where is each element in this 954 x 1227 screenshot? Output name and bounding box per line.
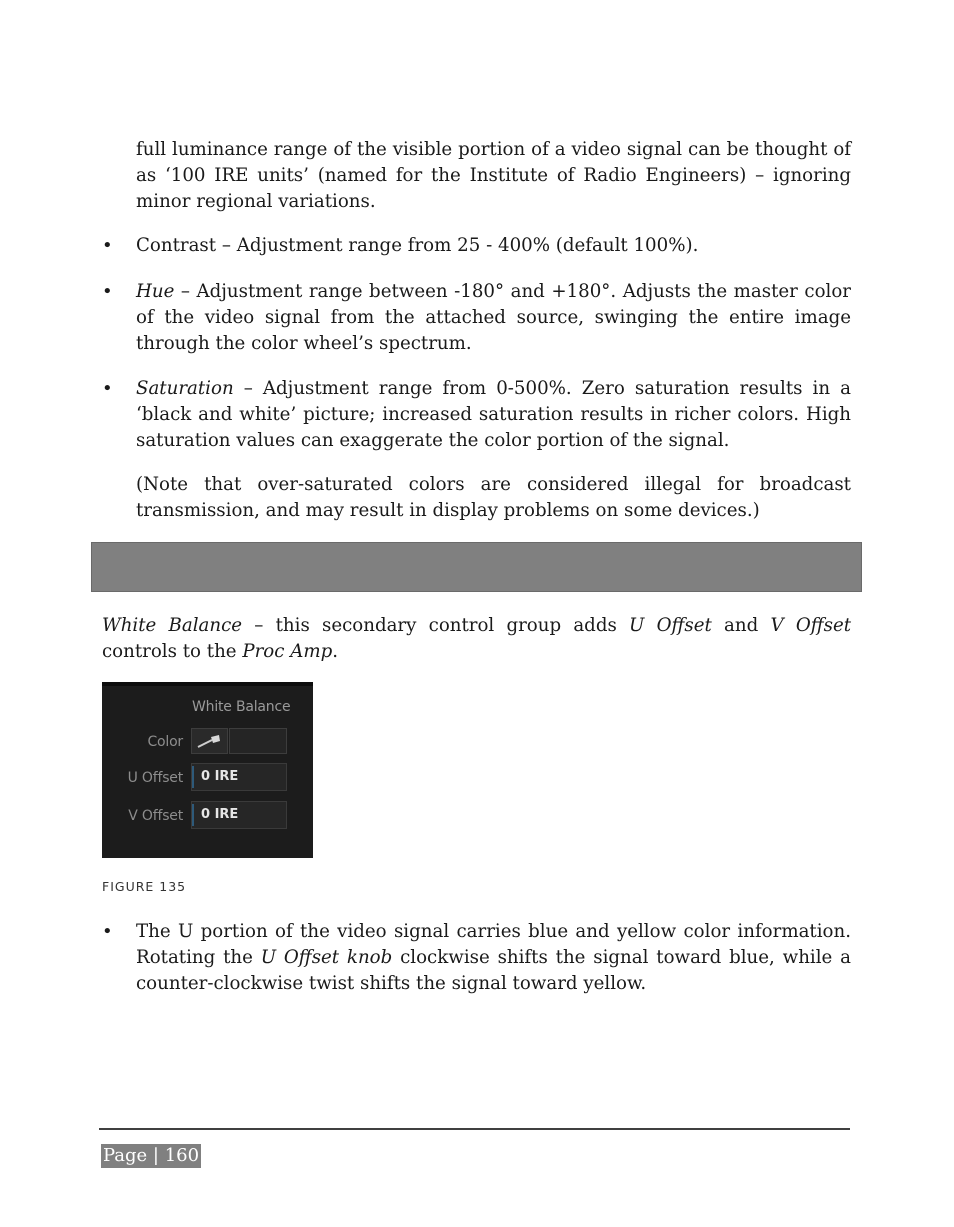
figure-caption: FIGURE 135: [102, 879, 187, 894]
saturation-term: Saturation: [136, 378, 234, 399]
u-offset-label: U Offset: [127, 770, 183, 786]
footer-rule: [99, 1128, 850, 1130]
eyedropper-icon: [192, 729, 229, 755]
wb-text: and: [711, 615, 771, 636]
saturation-text: – Adjustment range from 0-500%. Zero saturation results in a ‘black and white’ picture; increased saturation results in richer colors. High saturation values can exaggerate the color portion of the signal.: [136, 378, 851, 451]
v-offset-term: V Offset: [770, 615, 852, 636]
hue-term: Hue: [136, 281, 175, 302]
u-portion-text: The U portion of the video signal carries blue and yellow color information. Rotating the: [136, 921, 851, 968]
color-swatch[interactable]: [229, 728, 287, 754]
wb-text: controls to the: [102, 641, 243, 662]
saturation-paragraph: [136, 376, 851, 454]
wb-text: – this secondary control group adds: [242, 615, 630, 636]
v-offset-label: V Offset: [128, 808, 183, 824]
section-heading-band: [91, 542, 862, 592]
intro-paragraph: full luminance range of the visible portion of a video signal can be thought of as ‘100 IRE units’ (named for the Institute of Radio Engineers) – ignoring minor regional variations.: [136, 139, 851, 212]
proc-amp-term: Proc Amp: [242, 641, 333, 662]
eyedropper-button[interactable]: [191, 728, 228, 754]
bullet-marker: •: [102, 281, 113, 302]
wb-text: .: [332, 641, 339, 662]
contrast-paragraph: Contrast – Adjustment range from 25 - 400% (default 100%).: [136, 235, 699, 256]
page-number: Page | 160: [103, 1145, 200, 1166]
color-label: Color: [147, 734, 183, 750]
bullet-marker: •: [102, 378, 113, 399]
v-offset-field[interactable]: 0 IRE: [191, 801, 287, 829]
bullet-marker: •: [102, 921, 113, 942]
white-balance-term: White Balance: [102, 615, 243, 636]
u-offset-knob-term: U Offset knob: [260, 947, 393, 968]
hue-text: – Adjustment range between -180° and +180°. Adjusts the master color of the video signal from the attached source, swinging the entire image through the color wheel’s spectrum.: [136, 281, 851, 354]
note-paragraph: (Note that over-saturated colors are considered illegal for broadcast transmission, and may result in display problems on some devices.): [136, 474, 851, 521]
bullet-marker: •: [102, 235, 113, 256]
white-balance-paragraph: [102, 613, 851, 665]
panel-title: White Balance: [192, 699, 291, 715]
u-portion-text: clockwise shifts the signal toward blue, while a counter-clockwise twist shifts the signal toward yellow.: [136, 947, 851, 994]
u-portion-paragraph: [136, 919, 851, 997]
u-offset-field[interactable]: 0 IRE: [191, 763, 287, 791]
hue-paragraph: [136, 279, 851, 357]
panel-top-edge: [102, 682, 313, 686]
white-balance-panel: [102, 682, 313, 858]
u-offset-term: U Offset: [629, 615, 712, 636]
